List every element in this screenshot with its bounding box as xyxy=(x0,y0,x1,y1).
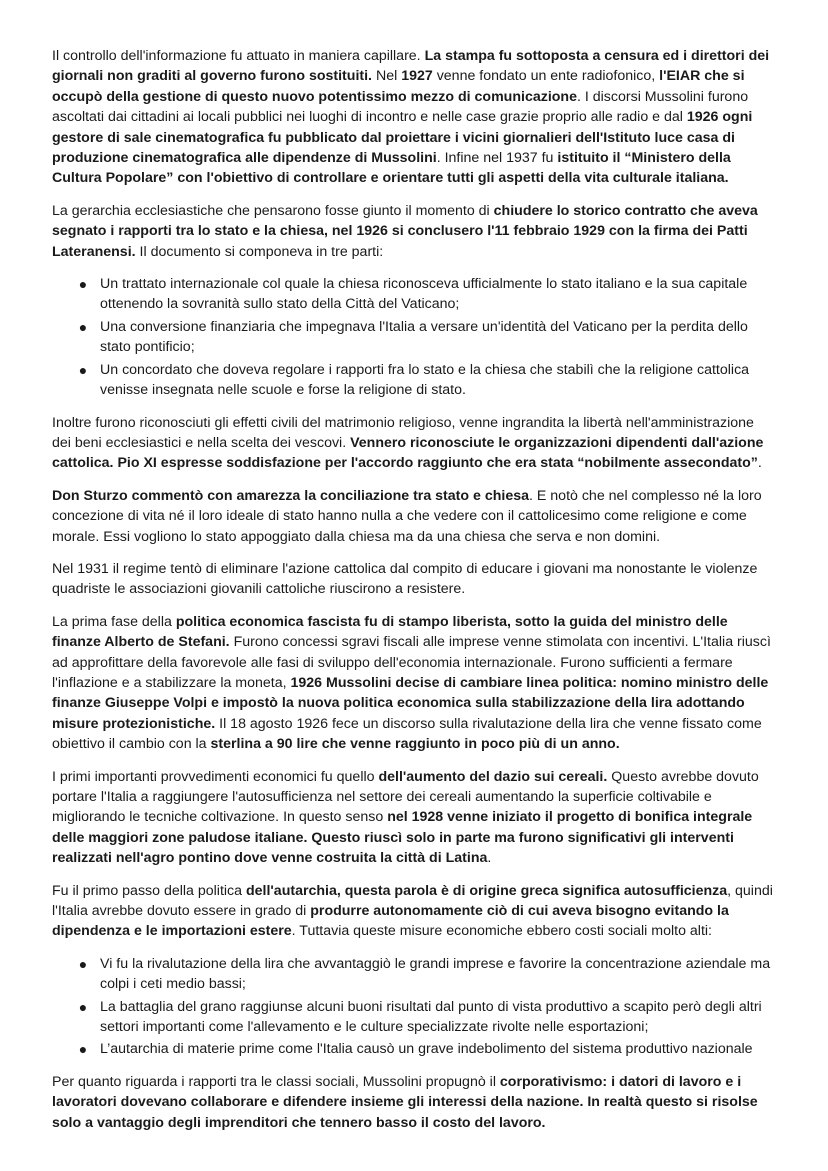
bold-text: Don Sturzo commentò con amarezza la conciliazione tra stato e chiesa xyxy=(52,487,529,504)
text: Per quanto riguarda i rapporti tra le classi sociali, Mussolini propugnò il xyxy=(52,1073,500,1090)
paragraph xyxy=(52,612,776,755)
text: . Tuttavia queste misure economiche ebbero costi sociali molto alti: xyxy=(291,923,712,940)
bullet-list xyxy=(52,274,776,400)
text: Questo avrebbe dovuto portare l'Italia a raggiungere l'autosufficienza nel settore dei cereali aumentando la superficie coltivabile e migliorando le tecniche coltivazione. In questo senso xyxy=(52,768,759,826)
text: . xyxy=(757,455,762,472)
text: Furono concessi sgravi fiscali alle imprese venne stimolata con incentivi. L'Italia riuscì ad approfittare della favorevole alle fasi di sviluppo dell'economia internazionale. Furono sufficienti a fermare l'inflazione e a stabilizzare la moneta, xyxy=(52,634,771,691)
bold-text: politica economica fascista fu di stampo liberista, sotto la guida del ministro delle finanze Alberto de Stefani. xyxy=(52,613,728,651)
text: . I discorsi Mussolini furono ascoltati dai cittadini ai locali pubblici nei luoghi di incontro e nelle case grazie proprio alle radio e dal xyxy=(52,88,749,126)
bold-text: produrre autonomamente ciò di cui aveva bisogno evitando la dipendenza e le importazioni estere xyxy=(52,903,729,940)
bold-text: corporativismo: i datori di lavoro e i lavoratori dovevano collaborare e difendere insieme gli interessi della nazione. In realtà questo si risolse solo a vantaggio degli imprenditori che tennero basso il costo del lavoro. xyxy=(52,1073,758,1131)
list-item-text: Un concordato che doveva regolare i rapporti fra lo stato e la chiesa che stabilì che la religione cattolica venisse insegnata nelle scuole e forse la religione di stato. xyxy=(100,361,750,399)
list-item-text: Vi fu la rivalutazione della lira che avvantaggiò le grandi imprese e favorire la concentrazione aziendale ma colpi i ceti medio bassi; xyxy=(100,955,771,993)
text: . Infine nel 1937 fu xyxy=(436,150,558,167)
paragraph xyxy=(52,559,776,600)
text: Inoltre furono riconosciuti gli effetti civili del matrimonio religioso, venne ingrandita la libertà nell'amministrazione dei beni ecclesiastici e nella scelta dei vescovi. xyxy=(52,414,754,451)
list-item xyxy=(78,274,776,315)
bullet-list xyxy=(52,954,776,1060)
bold-text: dell'aumento del dazio sui cereali. xyxy=(378,768,608,785)
list-item xyxy=(78,317,776,358)
bold-text: 1927 xyxy=(401,68,433,85)
list-item-text: L’autarchia di materie prime come l'Italia causò un grave indebolimento del sistema produttivo nazionale xyxy=(100,1041,753,1058)
list-item-text: Una conversione finanziaria che impegnava l'Italia a versare un'identità del Vaticano per la perdita dello stato pontificio; xyxy=(100,318,748,356)
text: La prima fase della xyxy=(52,613,176,630)
bold-text: chiudere lo storico contratto che aveva segnato i rapporti tra lo stato e la chiesa, nel 1926 si conclusero l'11 febbraio 1929 con la firma dei Patti Lateranensi. xyxy=(52,202,758,260)
text: , quindi l'Italia avrebbe dovuto essere in grado di xyxy=(52,882,773,920)
text: I primi importanti provvedimenti economici fu quello xyxy=(52,768,379,785)
text: La gerarchia ecclesiastiche che pensarono fosse giunto il momento di xyxy=(52,202,494,219)
text: Fu il primo passo della politica xyxy=(52,882,246,899)
bold-text: La stampa fu sottoposta a censura ed i direttori dei giornali non graditi al governo furono sostituiti. xyxy=(52,48,770,85)
text: Il documento si componeva in tre parti: xyxy=(135,243,384,260)
paragraph xyxy=(52,767,776,869)
list-item-text: La battaglia del grano raggiunse alcuni buoni risultati dal punto di vista produttivo a scapito però degli altri settori importanti come l'allevamento e le culture specializzate rivolte nelle esportazioni; xyxy=(100,998,762,1036)
text: Nel xyxy=(372,68,402,85)
bullet-icon: ● xyxy=(78,955,88,972)
text: . E notò che nel complesso né la loro concezione di vita né il loro ideale di stato hanno nulla a che vedere con il cattolicesimo come religione e come morale. Essi vogliono lo stato appoggiato dalla chiesa ma da una chiesa che serva e non domini. xyxy=(52,487,762,545)
list-item xyxy=(78,954,776,995)
bold-text: Vennero riconosciute le organizzazioni dipendenti dall'azione cattolica. Pio XI espresse soddisfazione per l'accordo raggiunto che era stata “nobilmente assecondato” xyxy=(52,434,764,472)
paragraph xyxy=(52,413,776,474)
text: venne fondato un ente radiofonico, xyxy=(432,68,660,85)
bold-text: 1926 Mussolini decise di cambiare linea politica: nomino ministro delle finanze Giuseppe Volpi e impostò la nuova politica economica sulla stabilizzazione della lira adottando misure protezionistiche. xyxy=(52,674,769,732)
bold-text: 1926 ogni gestore di sale cinematografica fu pubblicato dal proiettare i vicini giornalieri dell'Istituto luce casa di produzione cinematografica alle dipendenze di Mussolini xyxy=(52,109,753,167)
text: Il controllo dell'informazione fu attuato in maniera capillare. xyxy=(52,48,425,64)
paragraph xyxy=(52,1072,776,1133)
text: . xyxy=(487,850,492,867)
list-item xyxy=(78,1039,776,1059)
bold-text: nel 1928 venne iniziato il progetto di bonifica integrale delle maggiori zone paludose italiane. Questo riuscì solo in parte ma furono significativi gli interventi realizzati nell'agro pontino dove venne costruita la città di Latina xyxy=(52,809,753,867)
bold-text: sterlina a 90 lire che venne raggiunto in poco più di un anno. xyxy=(210,736,620,753)
list-item xyxy=(78,997,776,1038)
bullet-icon: ● xyxy=(78,361,88,378)
list-item-text: Un trattato internazionale col quale la chiesa riconosceva ufficialmente lo stato italiano e la sua capitale ottenendo la sovranità sullo stato della Città del Vaticano; xyxy=(100,276,748,313)
bullet-icon: ● xyxy=(78,998,88,1015)
bullet-icon: ● xyxy=(78,318,88,335)
bullet-icon: ● xyxy=(78,276,88,293)
bold-text: dell'autarchia, questa parola è di origine greca significa autosufficienza xyxy=(245,882,728,899)
text: Nel 1931 il regime tentò di eliminare l'azione cattolica dal compito di educare i giovani ma nonostante le violenze quadriste le associazioni giovanili cattoliche riuscirono a resistere. xyxy=(52,560,758,598)
paragraph xyxy=(52,486,776,547)
bold-text: istituito il “Ministero della Cultura Popolare” con l'obiettivo di controllare e orientare tutti gli aspetti della vita culturale italiana. xyxy=(52,150,731,187)
bullet-icon: ● xyxy=(78,1041,88,1058)
text: Il 18 agosto 1926 fece un discorso sulla rivalutazione della lira che venne fissato come obiettivo il cambio con la xyxy=(52,715,762,753)
list-item xyxy=(78,360,776,401)
paragraph xyxy=(52,201,776,262)
paragraph xyxy=(52,46,776,189)
paragraph xyxy=(52,881,776,942)
bold-text: l'EIAR che si occupò della gestione di questo nuovo potentissimo mezzo di comunicazione xyxy=(52,68,745,105)
